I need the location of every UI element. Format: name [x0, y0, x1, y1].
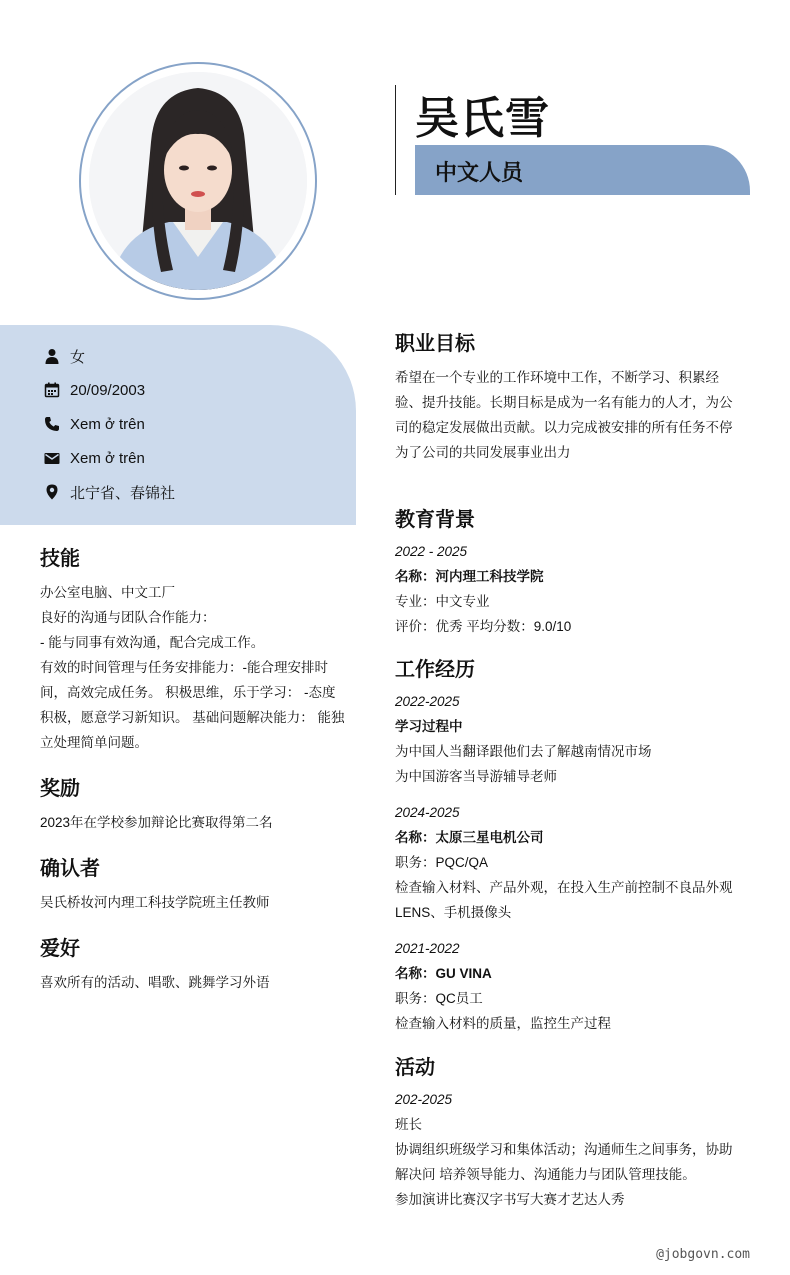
- education-body: [395, 539, 571, 639]
- skills-line: 间，高效完成任务。 积极思维，乐于学习： -态度: [40, 685, 336, 700]
- activities-period: 202-2025: [395, 1092, 453, 1107]
- company-label: 名称：: [395, 966, 436, 981]
- candidate-name: 吴氏雪: [415, 93, 550, 144]
- contact-phone: [44, 413, 145, 435]
- activities-body: [395, 1087, 733, 1212]
- hobbies-heading: 爱好: [40, 936, 80, 960]
- phone-value: Xem ở trên: [70, 415, 145, 433]
- objective-body: [395, 365, 733, 465]
- activities-line: 解决问 培养领导能力、沟通能力与团队管理技能。: [395, 1167, 696, 1182]
- skills-line: 有效的时间管理与任务安排能力：-能合理安排时: [40, 660, 328, 675]
- contact-email: [44, 447, 145, 469]
- experience-period: 2021-2022: [395, 941, 460, 956]
- education-major: 专业：中文专业: [395, 594, 490, 609]
- school-name: 河内理工科技学院: [435, 569, 544, 584]
- experience-role: 职务：QC员工: [395, 991, 483, 1006]
- birthdate-value: 20/09/2003: [70, 381, 146, 399]
- experience-item: [395, 689, 652, 789]
- skills-line: 立处理简单问题。: [40, 735, 148, 750]
- objective-line: 验、提升技能。长期目标是成为一名有能力的人才，为公: [395, 395, 733, 410]
- skills-line: 积极，愿意学习新知识。 基础问题解决能力： 能独: [40, 710, 345, 725]
- skills-line: 办公室电脑、中文工厂: [40, 585, 175, 600]
- referee-text: 吴氏桥妆河内理工科技学院班主任教师: [40, 895, 270, 910]
- awards-text: 2023年在学校参加辩论比赛取得第二名: [40, 815, 273, 830]
- experience-period: 2024-2025: [395, 805, 460, 820]
- activities-heading: 活动: [395, 1055, 435, 1079]
- experience-line: 为中国人当翻译跟他们去了解越南情况市场: [395, 744, 652, 759]
- awards-heading: 奖励: [40, 776, 80, 800]
- objective-line: 为了公司的共同发展事业出力: [395, 445, 571, 460]
- activities-line: 协调组织班级学习和集体活动；沟通师生之间事务，协助: [395, 1142, 733, 1157]
- location-pin-icon: [44, 484, 60, 500]
- objective-heading: 职业目标: [395, 331, 475, 355]
- experience-item: [395, 936, 611, 1036]
- email-value: Xem ở trên: [70, 449, 145, 467]
- skills-line: 良好的沟通与团队合作能力：: [40, 610, 216, 625]
- education-period: 2022 - 2025: [395, 544, 468, 559]
- experience-heading: 工作经历: [395, 657, 475, 681]
- name-divider: [395, 85, 396, 195]
- skills-line: - 能与同事有效沟通，配合完成工作。: [40, 635, 265, 650]
- profile-photo-frame: [79, 62, 317, 300]
- company-name: GU VINA: [435, 966, 492, 981]
- experience-line: 检查输入材料的质量，监控生产过程: [395, 1016, 611, 1031]
- hobbies-text: 喜欢所有的活动、唱歌、跳舞学习外语: [40, 975, 270, 990]
- objective-line: 司的稳定发展做出贡献。以力完成被安排的所有任务不停: [395, 420, 733, 435]
- education-school: [395, 564, 571, 589]
- company-label: 名称：: [395, 830, 436, 845]
- experience-role: 职务：PQC/QA: [395, 855, 489, 870]
- profile-photo: [89, 72, 307, 290]
- referee-heading: 确认者: [40, 856, 100, 880]
- experience-company: [395, 825, 733, 850]
- source-watermark: @jobgovn.com: [656, 1247, 750, 1262]
- experience-line: LENS、手机摄像头: [395, 905, 512, 920]
- school-label: 名称：: [395, 569, 436, 584]
- education-grade: 评价：优秀 平均分数：9.0/10: [395, 619, 572, 634]
- position-title: 中文人员: [435, 161, 524, 186]
- activities-line: 参加演讲比赛汉字书写大赛才艺达人秀: [395, 1192, 625, 1207]
- contact-address: [44, 481, 175, 503]
- position-banner: [415, 145, 750, 195]
- experience-company: [395, 961, 611, 986]
- skills-heading: 技能: [40, 546, 80, 570]
- activities-role: 班长: [395, 1117, 422, 1132]
- address-value: 北宁省、春锦社: [70, 484, 176, 502]
- phone-icon: [44, 416, 60, 432]
- education-heading: 教育背景: [395, 507, 475, 531]
- objective-line: 希望在一个专业的工作环境中工作，不断学习、积累经: [395, 370, 719, 385]
- experience-title: 学习过程中: [395, 719, 463, 734]
- contact-birthdate: [44, 379, 145, 401]
- skills-body: [40, 580, 345, 755]
- company-name: 太原三星电机公司: [435, 830, 544, 845]
- experience-item: [395, 800, 733, 925]
- experience-period: 2022-2025: [395, 694, 460, 709]
- user-icon: [44, 348, 60, 364]
- experience-line: 检查输入材料、产品外观，在投入生产前控制不良品外观: [395, 880, 733, 895]
- portrait-illustration: [89, 72, 307, 290]
- gender-value: 女: [70, 348, 86, 366]
- contact-gender: [44, 345, 85, 367]
- experience-line: 为中国游客当导游辅导老师: [395, 769, 557, 784]
- calendar-icon: [44, 382, 60, 398]
- mail-icon: [44, 450, 60, 466]
